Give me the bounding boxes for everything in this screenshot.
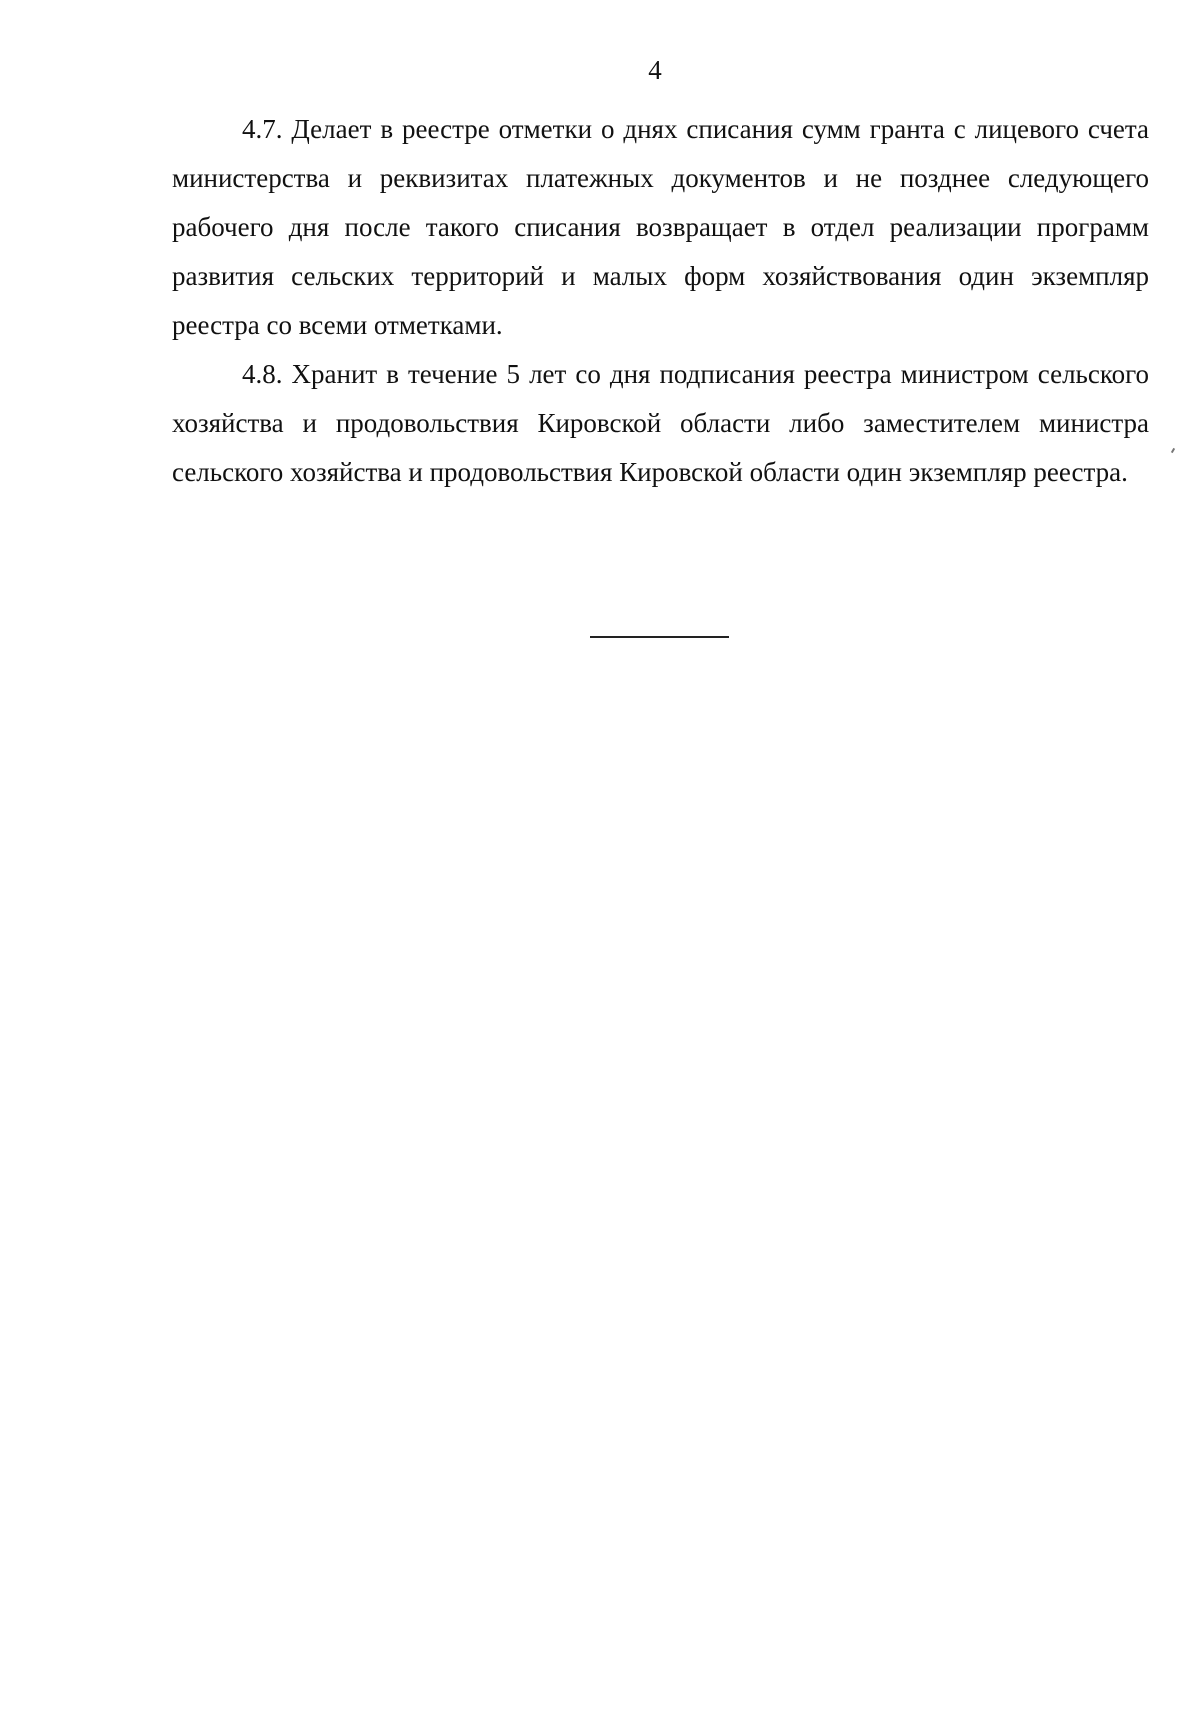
end-divider-line [590,636,729,638]
document-body [172,105,1149,497]
paragraph-4-7: 4.7. Делает в реестре отметки о днях списания сумм гранта с лицевого счета министерства и реквизитах платежных документов и не позднее следующего рабочего дня после такого списания возвращает в отдел реализации программ развития сельских территорий и малых форм хозяйствования один экземпляр реестра со всеми отметками. [172,114,1149,340]
scan-speck [1171,448,1175,453]
paragraph-4-8: 4.8. Хранит в течение 5 лет со дня подписания реестра министром сельского хозяйства и продовольствия Кировской области либо заместителем министра сельского хозяйства и продовольствия Кировской области один экземпляр реестра. [172,359,1149,487]
page-number: 4 [648,55,662,85]
